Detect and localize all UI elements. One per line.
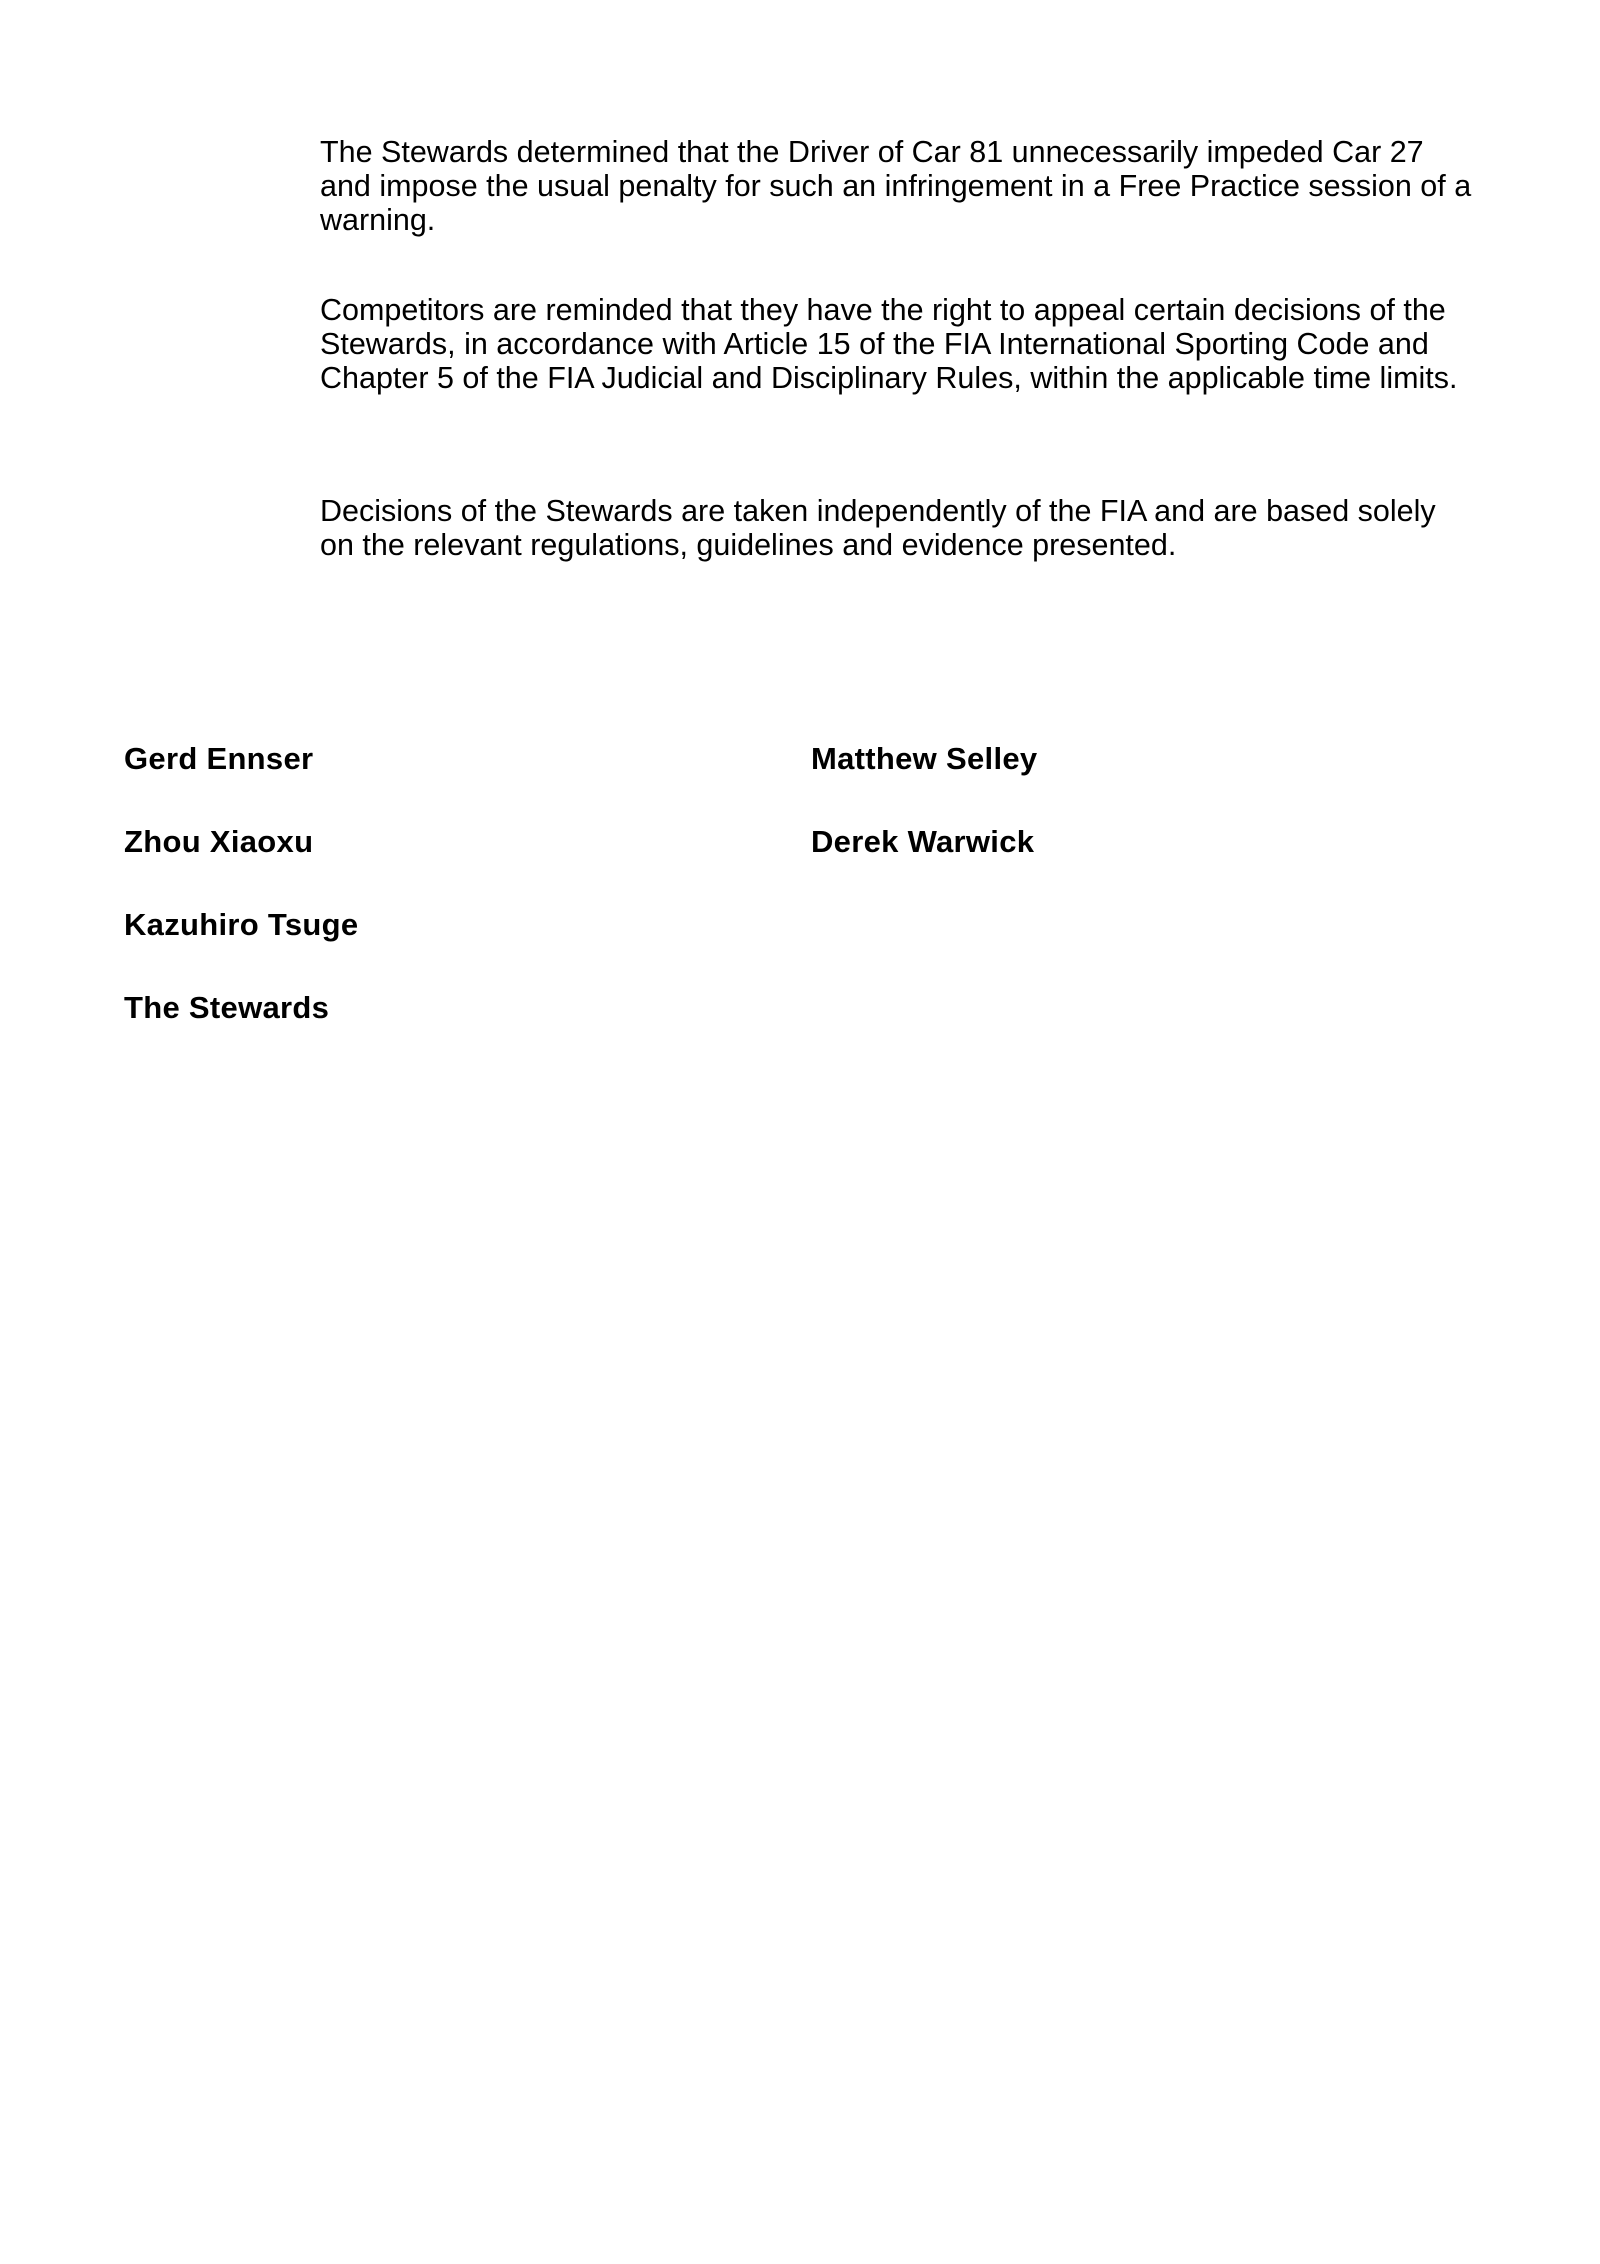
steward-name: Gerd Ennser: [124, 741, 314, 776]
appeal-notice-paragraph: [320, 293, 1480, 395]
steward-name: Zhou Xiaoxu: [124, 824, 314, 859]
text-line: warning.: [320, 203, 436, 237]
text-line: The Stewards determined that the Driver of Car 81 unnecessarily impeded Car 27: [320, 135, 1424, 169]
text-line: and impose the usual penalty for such an infringement in a Free Practice session of a: [320, 169, 1472, 203]
steward-name: Matthew Selley: [811, 741, 1038, 776]
text-line: Decisions of the Stewards are taken independently of the FIA and are based solely: [320, 494, 1436, 528]
text-line: on the relevant regulations, guidelines and evidence presented.: [320, 528, 1177, 562]
text-line: Stewards, in accordance with Article 15 of the FIA International Sporting Code and: [320, 327, 1429, 361]
text-line: Competitors are reminded that they have the right to appeal certain decisions of the: [320, 293, 1446, 327]
independence-paragraph: [320, 494, 1480, 562]
text-line: Chapter 5 of the FIA Judicial and Disciplinary Rules, within the applicable time limits.: [320, 361, 1458, 395]
steward-name: Kazuhiro Tsuge: [124, 907, 359, 942]
decision-paragraph: [320, 135, 1480, 237]
signatory-title: The Stewards: [124, 990, 330, 1025]
steward-name: Derek Warwick: [811, 824, 1035, 859]
